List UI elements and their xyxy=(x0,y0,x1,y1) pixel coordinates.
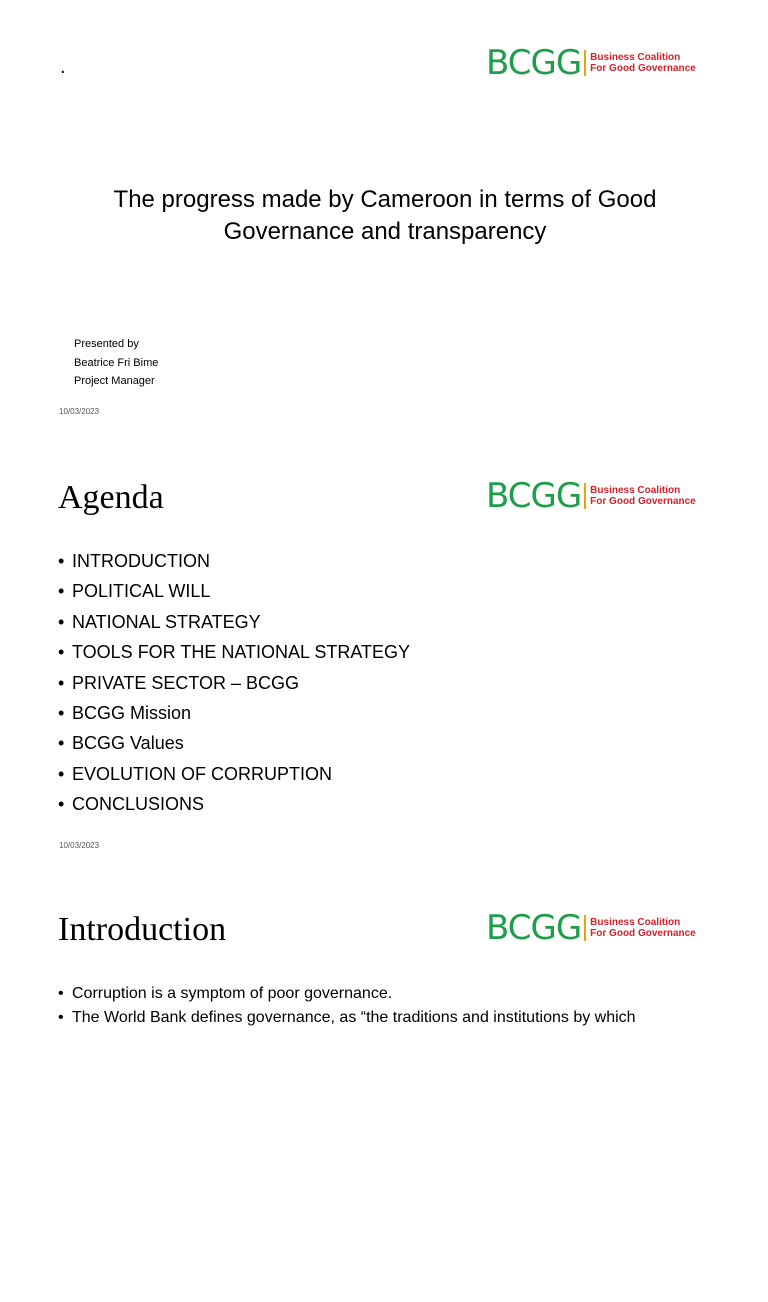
agenda-item: • BCGG Mission xyxy=(58,698,410,728)
agenda-item: • EVOLUTION OF CORRUPTION xyxy=(58,759,410,789)
logo-text-line2: For Good Governance xyxy=(590,496,696,507)
bcgg-logo xyxy=(486,43,708,83)
presenter-block xyxy=(74,335,158,391)
slide-introduction xyxy=(0,868,768,1302)
logo-divider xyxy=(584,50,586,76)
agenda-item: • TOOLS FOR THE NATIONAL STRATEGY xyxy=(58,637,410,667)
agenda-list xyxy=(58,546,410,820)
cover-title-line2: Governance and transparency xyxy=(223,218,547,245)
logo-text xyxy=(590,485,696,507)
logo-mark: BCGG xyxy=(486,43,582,83)
logo-text-line1: Business Coalition xyxy=(590,52,681,63)
slide-agenda xyxy=(0,434,768,868)
slide-cover xyxy=(0,0,768,434)
agenda-heading: Agenda xyxy=(58,479,164,516)
introduction-item: • Corruption is a symptom of poor governance. xyxy=(58,982,636,1006)
agenda-item: • POLITICAL WILL xyxy=(58,576,410,606)
logo-divider xyxy=(584,915,586,941)
logo-text-line1: Business Coalition xyxy=(590,485,681,496)
agenda-item: • NATIONAL STRATEGY xyxy=(58,607,410,637)
agenda-item: • INTRODUCTION xyxy=(58,546,410,576)
cover-title xyxy=(60,184,710,248)
agenda-item: • BCGG Values xyxy=(58,728,410,758)
presenter-role: Project Manager xyxy=(74,375,155,387)
cover-title-line1: The progress made by Cameroon in terms of Good xyxy=(113,186,657,213)
introduction-heading: Introduction xyxy=(58,911,227,948)
bcgg-logo xyxy=(486,908,708,948)
presenter-name: Beatrice Fri Bime xyxy=(74,356,159,369)
logo-text xyxy=(590,917,696,939)
logo-text-line2: For Good Governance xyxy=(590,63,696,74)
logo-mark: BCGG xyxy=(486,908,582,948)
introduction-item: • The World Bank defines governance, as “the traditions and institutions by which xyxy=(58,1006,636,1030)
slide-date: 10/03/2023 xyxy=(59,407,100,416)
logo-text-line1: Business Coalition xyxy=(590,917,681,928)
agenda-item: • CONCLUSIONS xyxy=(58,789,410,819)
slide-date: 10/03/2023 xyxy=(59,841,100,850)
logo-text xyxy=(590,52,696,74)
agenda-item: • PRIVATE SECTOR – BCGG xyxy=(58,668,410,698)
logo-divider xyxy=(584,483,586,509)
presenter-label: Presented by xyxy=(74,338,139,350)
logo-mark: BCGG xyxy=(486,476,582,516)
logo-text-line2: For Good Governance xyxy=(590,928,696,939)
dot-marker: . xyxy=(60,56,66,78)
bcgg-logo xyxy=(486,476,708,516)
introduction-list xyxy=(58,982,636,1030)
